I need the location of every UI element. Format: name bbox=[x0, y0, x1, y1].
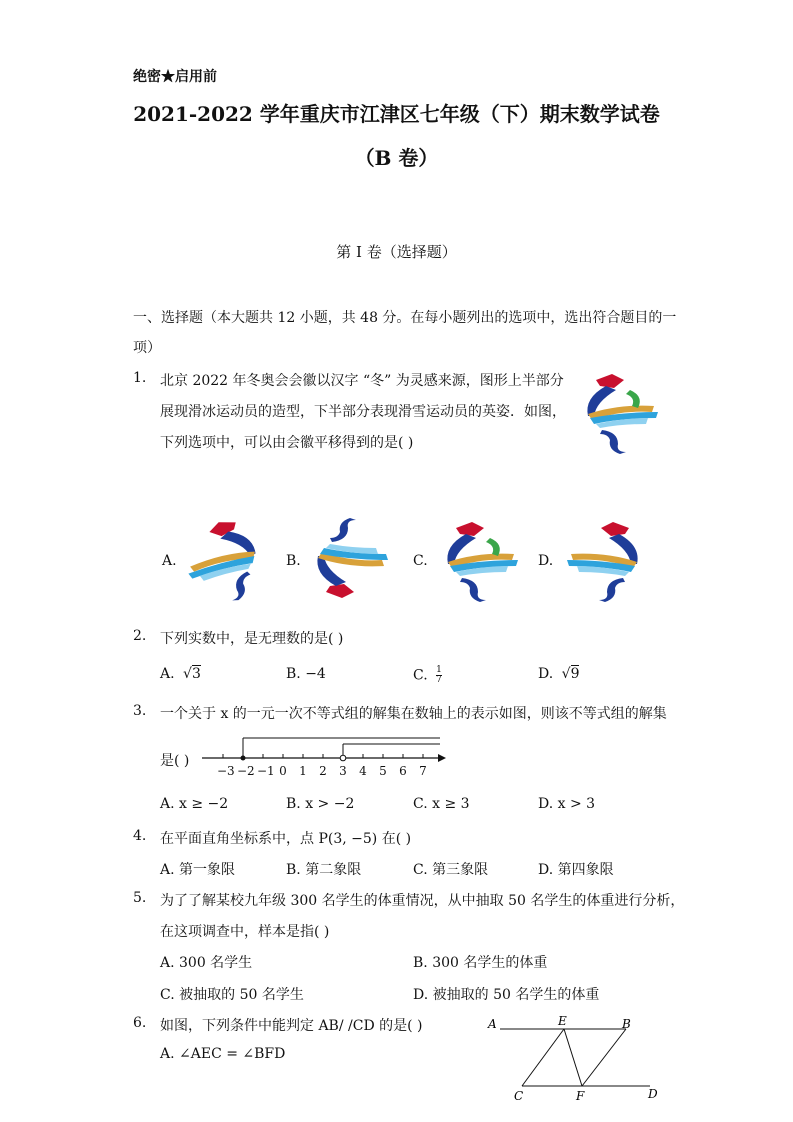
q3-option-b[interactable]: B. x > −2 bbox=[286, 796, 355, 812]
q5-text-line2: 在这项调查中，样本是指( ) bbox=[160, 924, 330, 940]
q1-option-c-figure[interactable] bbox=[438, 520, 522, 602]
q6-geometry-figure bbox=[486, 1014, 666, 1106]
q1-option-b-figure[interactable] bbox=[308, 506, 388, 612]
q5-option-b[interactable]: B. 300 名学生的体重 bbox=[413, 955, 548, 971]
q5-option-c[interactable]: C. 被抽取的 50 名学生 bbox=[160, 987, 304, 1003]
q1-option-a-label[interactable]: A. bbox=[162, 553, 177, 569]
q2-number: 2. bbox=[133, 628, 147, 644]
q6-option-a[interactable]: A. ∠AEC = ∠BFD bbox=[160, 1046, 286, 1062]
q2-fraction-den: 7 bbox=[436, 675, 442, 685]
point-label-c: C bbox=[514, 1089, 524, 1103]
exam-subtitle: （B 卷） bbox=[354, 146, 439, 170]
q1-option-a-figure[interactable] bbox=[186, 520, 266, 600]
q6-text: 如图，下列条件中能判定 AB/ /CD 的是( ) bbox=[160, 1018, 423, 1034]
q1-text-line3: 下列选项中，可以由会徽平移得到的是( ) bbox=[160, 435, 414, 451]
axis-tick-label: 3 bbox=[339, 764, 347, 778]
q1-option-d-label[interactable]: D. bbox=[538, 553, 554, 569]
q1-text-line2: 展现滑冰运动员的造型，下半部分表现滑雪运动员的英姿．如图， bbox=[160, 404, 566, 420]
axis-tick-label: 5 bbox=[379, 764, 387, 778]
q3-text-line1: 一个关于 x 的一元一次不等式组的解集在数轴上的表示如图，则该不等式组的解集 bbox=[160, 706, 667, 722]
q4-option-c[interactable]: C. 第三象限 bbox=[413, 862, 489, 878]
q2-option-d-label: D. bbox=[538, 666, 554, 682]
axis-tick-label: 2 bbox=[319, 764, 327, 778]
q4-number: 4. bbox=[133, 828, 147, 844]
exam-title: 2021-2022 学年重庆市江津区七年级（下）期末数学试卷 bbox=[133, 102, 660, 126]
q2-option-b[interactable]: B. −4 bbox=[286, 666, 326, 682]
q1-text-line1: 北京 2022 年冬奥会会徽以汉字 “冬” 为灵感来源，图形上半部分 bbox=[160, 373, 564, 389]
q3-open-point bbox=[340, 755, 346, 761]
q3-option-d[interactable]: D. x > 3 bbox=[538, 796, 596, 812]
section-title: 第 I 卷（选择题） bbox=[336, 243, 457, 261]
q1-option-c-label[interactable]: C. bbox=[413, 553, 428, 569]
q1-number: 1. bbox=[133, 370, 147, 386]
q4-option-b[interactable]: B. 第二象限 bbox=[286, 862, 362, 878]
q6-number: 6. bbox=[133, 1015, 147, 1031]
q3-option-c[interactable]: C. x ≥ 3 bbox=[413, 796, 470, 812]
q5-text-line1: 为了了解某校九年级 300 名学生的体重情况，从中抽取 50 名学生的体重进行分析， bbox=[160, 893, 685, 909]
q1-emblem-figure bbox=[578, 372, 662, 454]
q3-option-a[interactable]: A. x ≥ −2 bbox=[160, 796, 229, 812]
sqrt-sign: √ bbox=[561, 666, 571, 682]
q5-option-d[interactable]: D. 被抽取的 50 名学生的体重 bbox=[413, 987, 600, 1003]
q2-option-a[interactable] bbox=[160, 666, 201, 682]
axis-tick-label: −1 bbox=[257, 764, 275, 778]
point-label-f: F bbox=[576, 1089, 585, 1103]
axis-tick-label: 4 bbox=[359, 764, 367, 778]
q2-option-a-label: A. bbox=[160, 666, 175, 682]
point-label-e: E bbox=[558, 1014, 567, 1028]
q2-option-c[interactable] bbox=[413, 666, 442, 685]
point-label-b: B bbox=[622, 1017, 631, 1031]
axis-tick-label: −3 bbox=[217, 764, 235, 778]
q5-number: 5. bbox=[133, 890, 147, 906]
q1-option-d-figure[interactable] bbox=[563, 520, 647, 602]
section-instructions-line2: 项） bbox=[133, 340, 161, 356]
q2-sqrt9-radicand: 9 bbox=[570, 666, 580, 682]
q3-solid-point bbox=[241, 756, 246, 761]
point-label-d: D bbox=[648, 1087, 658, 1101]
q4-text: 在平面直角坐标系中，点 P(3, −5) 在( ) bbox=[160, 831, 412, 847]
q4-option-a[interactable]: A. 第一象限 bbox=[160, 862, 236, 878]
point-label-a: A bbox=[488, 1017, 497, 1031]
q4-option-d[interactable]: D. 第四象限 bbox=[538, 862, 614, 878]
q2-option-c-label: C. bbox=[413, 667, 428, 684]
confidential-label: 绝密★启用前 bbox=[133, 69, 217, 85]
q2-sqrt3-radicand: 3 bbox=[191, 666, 201, 682]
q3-number: 3. bbox=[133, 703, 147, 719]
section-instructions-line1: 一、选择题（本大题共 12 小题，共 48 分。在每小题列出的选项中，选出符合题目的一 bbox=[133, 310, 677, 326]
q2-fraction-num: 1 bbox=[436, 665, 442, 675]
axis-tick-label: −2 bbox=[237, 764, 255, 778]
axis-tick-label: 6 bbox=[399, 764, 407, 778]
axis-tick-label: 7 bbox=[419, 764, 427, 778]
axis-tick-label: 1 bbox=[299, 764, 307, 778]
axis-tick-label: 0 bbox=[279, 764, 287, 778]
q2-text: 下列实数中，是无理数的是( ) bbox=[160, 631, 344, 647]
q3-axis-labels bbox=[200, 764, 450, 782]
sqrt-sign: √ bbox=[183, 666, 192, 682]
q3-text-line2: 是( ) bbox=[160, 753, 190, 769]
q1-option-b-label[interactable]: B. bbox=[286, 553, 301, 569]
q2-option-d[interactable] bbox=[538, 666, 579, 682]
q2-fraction bbox=[436, 666, 442, 685]
q5-option-a[interactable]: A. 300 名学生 bbox=[160, 955, 253, 971]
